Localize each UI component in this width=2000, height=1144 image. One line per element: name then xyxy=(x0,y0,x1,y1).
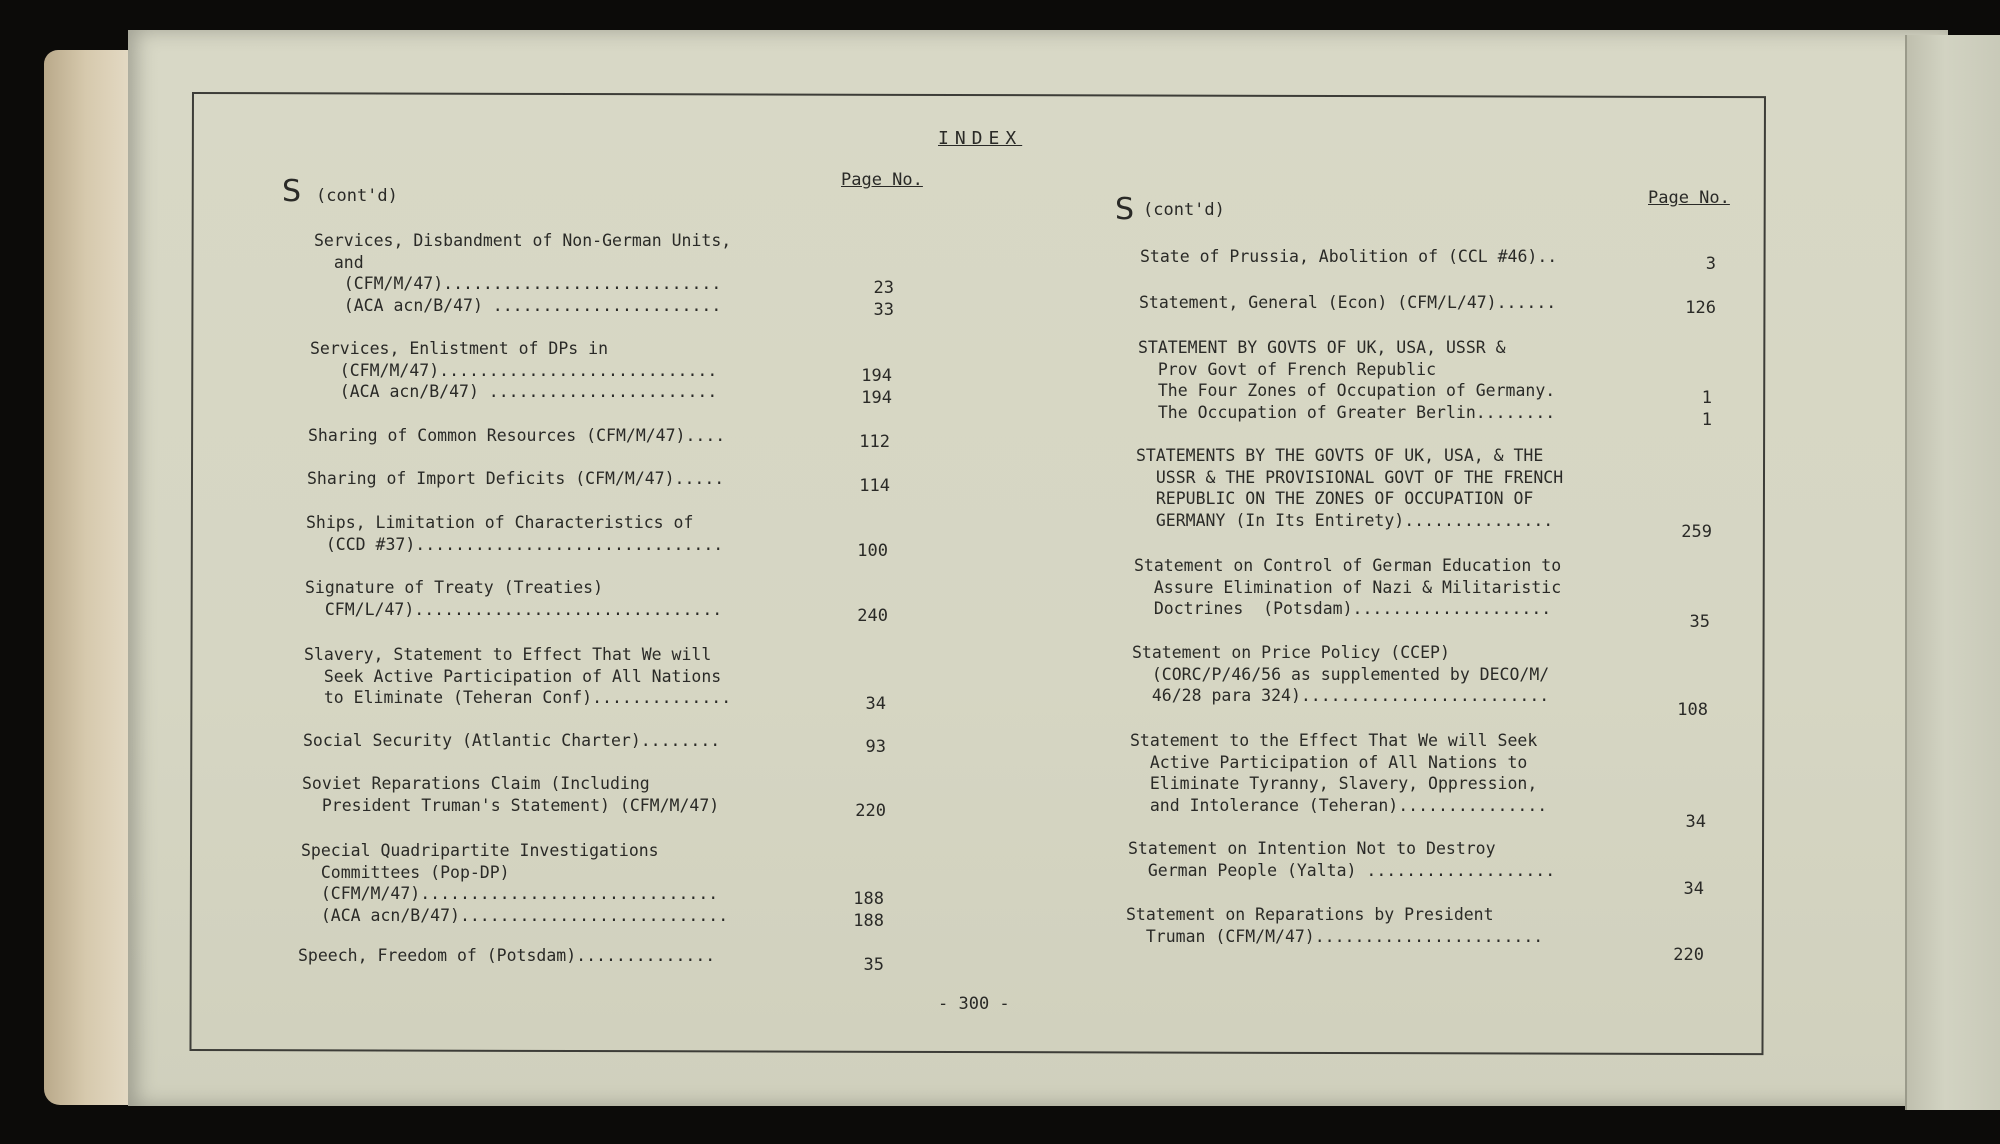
entry-line: REPUBLIC ON THE ZONES OF OCCUPATION OF xyxy=(1136,489,1534,508)
index-entry xyxy=(305,577,722,620)
page-number: 100 xyxy=(857,541,888,561)
page-number: 34 xyxy=(865,694,886,714)
entry-line: Signature of Treaty (Treaties) xyxy=(305,578,604,597)
right-page-no-header: Page No. xyxy=(1648,188,1730,208)
entry-line: CFM/L/47)............................... xyxy=(305,599,723,619)
left-page-no-header: Page No. xyxy=(841,170,923,190)
entry-line: Social Security (Atlantic Charter)........ xyxy=(303,731,721,750)
entry-line: and Intolerance (Teheran)............... xyxy=(1130,795,1548,815)
entry-line: (CCD #37)............................... xyxy=(306,534,724,554)
entry-line: The Occupation of Greater Berlin........ xyxy=(1138,402,1556,422)
entry-line: The Four Zones of Occupation of Germany. xyxy=(1138,381,1556,400)
entry-line: German People (Yalta) ................... xyxy=(1128,860,1556,880)
entry-line: Services, Enlistment of DPs in xyxy=(310,339,609,358)
page-number: 34 xyxy=(1683,879,1704,899)
page-number: 220 xyxy=(855,801,886,821)
page-number: 33 xyxy=(873,300,894,320)
entry-line: Active Participation of All Nations to xyxy=(1130,752,1528,772)
page-number: 35 xyxy=(1689,612,1710,632)
entry-line: 46/28 para 324)......................... xyxy=(1132,686,1550,705)
page-number: 23 xyxy=(873,278,894,298)
entry-line: Statement, General (Econ) (CFM/L/47)...... xyxy=(1139,293,1557,312)
entry-line: (ACA acn/B/47)........................... xyxy=(301,905,729,925)
index-entry xyxy=(1138,337,1555,423)
entry-line: STATEMENT BY GOVTS OF UK, USA, USSR & xyxy=(1138,338,1506,357)
index-entry xyxy=(1126,904,1543,947)
entry-line: Statement on Reparations by President xyxy=(1126,905,1494,924)
entry-line: State of Prussia, Abolition of (CCL #46).. xyxy=(1140,247,1558,266)
page-number: 126 xyxy=(1685,298,1716,318)
index-entry xyxy=(310,338,717,403)
index-entry xyxy=(1128,838,1555,881)
entry-line: Sharing of Common Resources (CFM/M/47).... xyxy=(308,426,726,445)
entry-line: (ACA acn/B/47) ....................... xyxy=(310,382,718,401)
entry-line: GERMANY (In Its Entirety)............... xyxy=(1136,510,1554,530)
index-entry xyxy=(1132,642,1549,707)
entry-line: Slavery, Statement to Effect That We will xyxy=(304,645,712,664)
entry-line: Statement on Control of German Education to xyxy=(1134,556,1562,575)
entry-line: Statement on Price Policy (CCEP) xyxy=(1132,643,1450,662)
entry-line: President Truman's Statement) (CFM/M/47) xyxy=(302,795,720,815)
index-entry xyxy=(298,945,715,967)
entry-line: Special Quadripartite Investigations xyxy=(301,841,659,860)
index-entry xyxy=(1136,445,1563,531)
entry-line: Statement to the Effect That We will Seek xyxy=(1130,731,1538,750)
index-entry xyxy=(306,512,723,555)
page-number: 188 xyxy=(853,889,884,909)
index-entry xyxy=(307,468,724,490)
entry-line: Speech, Freedom of (Potsdam).............. xyxy=(298,946,716,965)
entry-line: (CFM/M/47)............................ xyxy=(314,274,722,293)
page-number: 114 xyxy=(859,476,890,496)
index-title: INDEX xyxy=(938,128,1023,149)
left-section-letter: S xyxy=(282,174,302,209)
entry-line: Eliminate Tyranny, Slavery, Oppression, xyxy=(1130,774,1538,793)
index-entry xyxy=(1130,730,1547,816)
index-entry xyxy=(314,230,731,316)
page-number: 194 xyxy=(861,366,892,386)
entry-line: (CORC/P/46/56 as supplemented by DECO/M/ xyxy=(1132,664,1550,684)
entry-line: (CFM/M/47)............................ xyxy=(310,360,718,380)
index-entry xyxy=(302,773,719,816)
entry-line: Seek Active Participation of All Nations xyxy=(304,666,722,686)
page-number: 240 xyxy=(857,606,888,626)
index-entry xyxy=(303,730,720,752)
page-number: 188 xyxy=(853,911,884,931)
page-number: 1 xyxy=(1701,410,1712,430)
index-entry xyxy=(1140,246,1557,268)
entry-line: (ACA acn/B/47) ....................... xyxy=(314,295,722,315)
entry-line: Services, Disbandment of Non-German Units, xyxy=(314,231,732,250)
right-section-letter: S xyxy=(1115,192,1135,227)
index-entry xyxy=(1134,555,1561,620)
page-footer-number: - 300 - xyxy=(938,994,1010,1014)
entry-line: Prov Govt of French Republic xyxy=(1138,359,1437,379)
index-entry xyxy=(1139,292,1556,314)
entry-line: STATEMENTS BY THE GOVTS OF UK, USA, & THE xyxy=(1136,446,1544,465)
entry-line: and xyxy=(314,252,364,272)
next-page-edge xyxy=(1905,35,2000,1110)
left-section-contd: (cont'd) xyxy=(316,186,398,206)
page-number: 220 xyxy=(1673,945,1704,965)
page-number: 93 xyxy=(865,737,886,757)
index-entry xyxy=(301,840,728,926)
entry-line: Soviet Reparations Claim (Including xyxy=(302,774,650,793)
page-number: 1 xyxy=(1701,388,1712,408)
page-number: 108 xyxy=(1677,700,1708,720)
index-entry xyxy=(308,425,725,447)
entry-line: to Eliminate (Teheran Conf).............. xyxy=(304,688,732,707)
page-number: 259 xyxy=(1681,522,1712,542)
index-entry xyxy=(304,644,731,709)
right-section-contd: (cont'd) xyxy=(1143,200,1225,220)
page-number: 3 xyxy=(1705,254,1716,274)
entry-line: Statement on Intention Not to Destroy xyxy=(1128,839,1496,858)
page-number: 35 xyxy=(863,955,884,975)
entry-line: Truman (CFM/M/47)....................... xyxy=(1126,926,1544,946)
entry-line: Ships, Limitation of Characteristics of xyxy=(306,513,694,532)
entry-line: Doctrines (Potsdam).................... xyxy=(1134,599,1552,618)
entry-line: (CFM/M/47).............................. xyxy=(301,884,719,903)
entry-line: Assure Elimination of Nazi & Militaristic xyxy=(1134,577,1562,597)
page-number: 34 xyxy=(1685,812,1706,832)
entry-line: Sharing of Import Deficits (CFM/M/47)..... xyxy=(307,469,725,488)
entry-line: Committees (Pop-DP) xyxy=(301,862,510,882)
page-number: 112 xyxy=(859,432,890,452)
page-number: 194 xyxy=(861,388,892,408)
entry-line: USSR & THE PROVISIONAL GOVT OF THE FRENCH xyxy=(1136,467,1564,487)
